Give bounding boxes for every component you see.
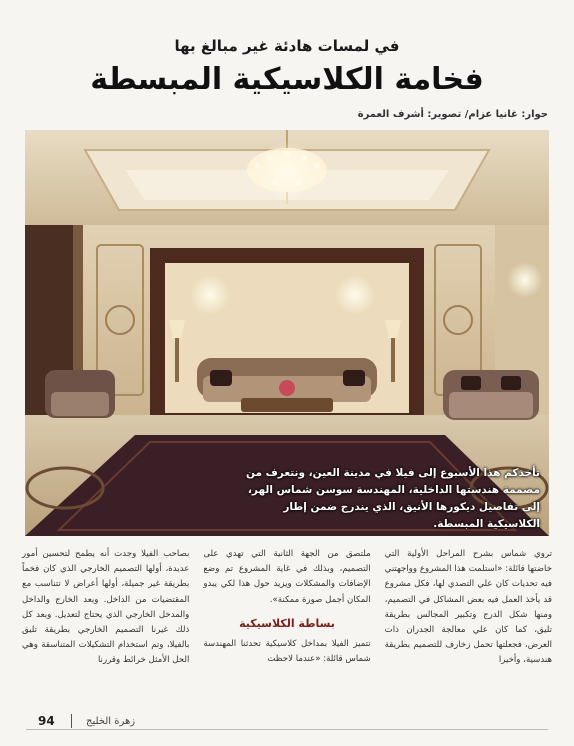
body-column-right <box>385 547 552 707</box>
publication-name: زهرة الخليج <box>86 716 136 727</box>
section-subheading: بساطة الكلاسيكية <box>239 616 335 630</box>
page-footer <box>26 708 548 730</box>
body-text: تروي شماس بشرح المراحل الأولية التي خاضتها قائلة: «استلمت هذا المشروع وواجهتني فيه تحديات كان علي التصدي لها، فكل مشروع قد يأخذ العمل فيه بعض المشاكل في التصميم، ومنها شكل الدرج وتكبير المجالس بطريقة تليق، كما كان علي معالجة الجدران ذات العرض، فجعلتها تحمل زخارف للتصميم بطريقة هندسية، وأخيرا <box>384 549 552 666</box>
article-credits: حوار: غانيا عزام/ تصوير: أشرف العمرة <box>357 109 548 120</box>
article-body <box>22 547 552 707</box>
article-kicker: في لمسات هادئة غير مبالغ بها <box>174 37 400 55</box>
photo-caption: تأخذكم هذا الأسبوع إلى فيلا في مدينة العين، ونتعرف من مصممة هندستها الداخلية، المهندسة سوسن شماس الهر، إلى تفاصيل ديكورها الأنيق، الذي يندرج ضمن إطار الكلاسيكية المبسطة. <box>246 467 540 530</box>
footer-divider <box>71 714 72 728</box>
page-number: 94 <box>38 714 55 728</box>
footer-rule <box>26 729 548 730</box>
body-text: بصاحب الفيلا وجدت أنه يطمح لتحسين أمور عديدة، أولها التصميم الخارجي الذي كان فخماً بطريقة غير جميلة، أولها أعراض لا تتناسب مع المقتضيات من الداخل. وبعد الخارج والداخل والمدخل الخارجي الذي يحتاج لتعديل. وبعد كل ذلك غيرنا التصميم الخارجي بطريقة تليق بالفيلا، وتم استخدام التشكيلات المتناسقة وهي الحل الأمثل خرائط وقررنا <box>22 549 190 666</box>
body-text: تتميز الفيلا بمداخل كلاسيكية تحدثنا المهندسة شماس قائلة: «عندما لاحظت <box>203 639 371 665</box>
body-column-middle <box>203 547 370 707</box>
body-column-left <box>22 547 189 707</box>
article-title: فخامة الكلاسيكية المبسطة <box>90 62 484 97</box>
body-text: ملتصق من الجهة الثانية التي تهدي على التصميم، وبذلك في غاية المشروع تم وضع الإضافات والمشكلات ويزيد حول هذا لكي يبدو المكان أجمل صورة ممكنة». <box>203 549 371 605</box>
